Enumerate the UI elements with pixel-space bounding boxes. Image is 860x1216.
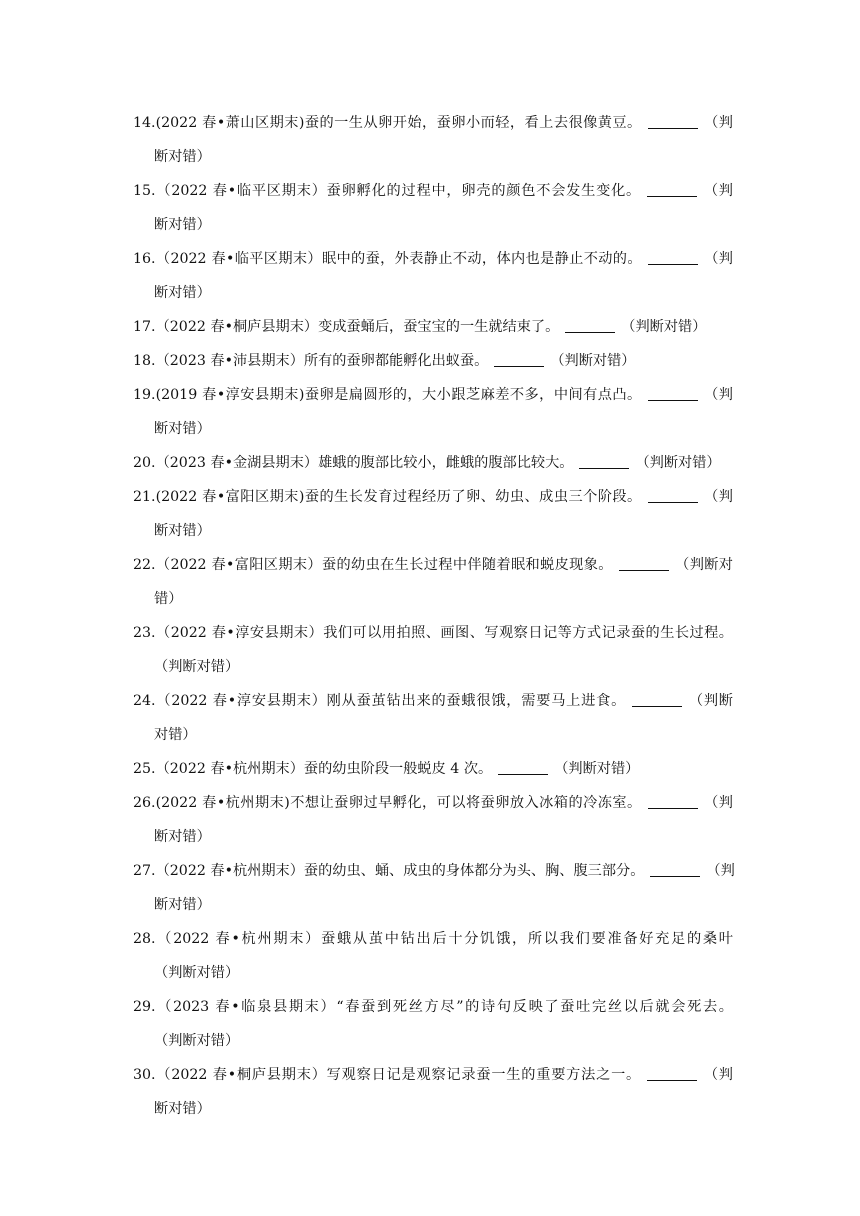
question-number: 25. bbox=[133, 761, 156, 777]
question-source: (2022 春•杭州期末) bbox=[155, 795, 290, 811]
question-instruction: 断对错） bbox=[154, 217, 211, 233]
question-instruction: （判断对错） bbox=[154, 659, 240, 675]
question-number: 19. bbox=[133, 387, 156, 403]
question-text: “春蚕到死丝方尽”的诗句反映了蚕吐完丝以后就会死去。 bbox=[336, 999, 733, 1015]
question-number: 16. bbox=[133, 251, 156, 267]
question-15 bbox=[133, 176, 733, 210]
question-19-continuation bbox=[133, 414, 733, 448]
question-instruction: （判断对错） bbox=[621, 319, 707, 335]
question-17 bbox=[133, 312, 733, 346]
answer-blank[interactable] bbox=[648, 486, 698, 503]
answer-blank[interactable] bbox=[565, 316, 615, 333]
answer-blank[interactable] bbox=[647, 180, 697, 197]
question-number: 26. bbox=[133, 795, 156, 811]
question-19 bbox=[133, 380, 733, 414]
question-30-continuation bbox=[133, 1094, 733, 1128]
question-instruction: 断对错） bbox=[154, 897, 211, 913]
question-instruction: （判 bbox=[703, 251, 733, 267]
question-16-continuation bbox=[133, 278, 733, 312]
question-source: （2022 春•桐庐县期末） bbox=[155, 319, 319, 335]
question-text: 蚕的幼虫、蛹、成虫的身体都分为头、胸、腹三部分。 bbox=[303, 863, 645, 879]
question-text: 雄蛾的腹部比较小，雌蛾的腹部比较大。 bbox=[318, 455, 574, 471]
question-24-continuation bbox=[133, 720, 733, 754]
question-18 bbox=[133, 346, 733, 380]
question-list bbox=[133, 108, 733, 1128]
question-number: 15. bbox=[133, 183, 156, 199]
question-instruction: 断对错） bbox=[154, 149, 211, 165]
question-text: 蚕的生长发育过程经历了卵、幼虫、成虫三个阶段。 bbox=[304, 489, 642, 505]
question-source: （2022 春•临平区期末） bbox=[155, 251, 322, 267]
question-instruction: （判 bbox=[703, 387, 733, 403]
question-source: （2022 春•淳安县期末） bbox=[155, 625, 324, 641]
answer-blank[interactable] bbox=[632, 690, 682, 707]
question-source: （2022 春•杭州期末） bbox=[155, 761, 304, 777]
question-26 bbox=[133, 788, 733, 822]
question-number: 23. bbox=[133, 625, 156, 641]
answer-blank[interactable] bbox=[648, 112, 698, 129]
question-22 bbox=[133, 550, 733, 584]
question-text: 不想让蚕卵过早孵化，可以将蚕卵放入冰箱的冷冻室。 bbox=[289, 795, 642, 811]
question-instruction: （判断对错） bbox=[635, 455, 721, 471]
answer-blank[interactable] bbox=[648, 384, 698, 401]
question-instruction: （判断 bbox=[688, 693, 733, 709]
question-number: 21. bbox=[133, 489, 156, 505]
answer-blank[interactable] bbox=[647, 1064, 697, 1081]
question-source: （2022 春•桐庐县期末） bbox=[155, 1067, 327, 1083]
question-26-continuation bbox=[133, 822, 733, 856]
question-instruction: 断对错） bbox=[154, 829, 211, 845]
question-text: 写观察日记是观察记录蚕一生的重要方法之一。 bbox=[326, 1067, 642, 1083]
question-instruction: 断对错） bbox=[154, 1101, 211, 1117]
question-25 bbox=[133, 754, 733, 788]
question-number: 27. bbox=[133, 863, 156, 879]
question-text: 刚从蚕茧钻出来的蚕蛾很饿，需要马上进食。 bbox=[326, 693, 627, 709]
question-source: （2022 春•杭州期末） bbox=[155, 931, 322, 947]
question-number: 22. bbox=[133, 557, 156, 573]
answer-blank[interactable] bbox=[650, 860, 700, 877]
question-instruction: （判 bbox=[703, 489, 733, 505]
question-instruction: （判 bbox=[703, 795, 733, 811]
question-text: 变成蚕蛹后，蚕宝宝的一生就结束了。 bbox=[318, 319, 560, 335]
answer-blank[interactable] bbox=[648, 792, 698, 809]
question-28-continuation bbox=[133, 958, 733, 992]
question-number: 18. bbox=[133, 353, 156, 369]
question-source: （2022 春•富阳区期末） bbox=[155, 557, 322, 573]
answer-blank[interactable] bbox=[498, 758, 548, 775]
question-instruction: 断对错） bbox=[154, 285, 211, 301]
question-21-continuation bbox=[133, 516, 733, 550]
question-instruction: 对错） bbox=[154, 727, 197, 743]
question-27-continuation bbox=[133, 890, 733, 924]
question-instruction: （判 bbox=[703, 183, 733, 199]
question-instruction: （判断对错） bbox=[154, 965, 240, 981]
question-source: （2023 春•临泉县期末） bbox=[155, 999, 337, 1015]
question-30 bbox=[133, 1060, 733, 1094]
question-source: （2022 春•淳安县期末） bbox=[155, 693, 327, 709]
question-instruction: （判断对错） bbox=[154, 1033, 240, 1049]
question-instruction: 断对错） bbox=[154, 523, 211, 539]
question-text: 所有的蚕卵都能孵化出蚁蚕。 bbox=[303, 353, 489, 369]
question-24 bbox=[133, 686, 733, 720]
question-source: （2023 春•金湖县期末） bbox=[155, 455, 319, 471]
question-number: 17. bbox=[133, 319, 156, 335]
question-text: 眠中的蚕，外表静止不动，体内也是静止不动的。 bbox=[321, 251, 642, 267]
question-text: 蚕卵是扁圆形的，大小跟芝麻差不多，中间有点凸。 bbox=[304, 387, 642, 403]
question-20 bbox=[133, 448, 733, 482]
question-number: 24. bbox=[133, 693, 156, 709]
question-source: （2022 春•杭州期末） bbox=[155, 863, 304, 879]
question-instruction: （判 bbox=[706, 863, 735, 879]
question-29 bbox=[133, 992, 733, 1026]
question-21 bbox=[133, 482, 733, 516]
question-text: 蚕卵孵化的过程中，卵壳的颜色不会发生变化。 bbox=[326, 183, 642, 199]
question-29-continuation bbox=[133, 1026, 733, 1060]
question-15-continuation bbox=[133, 210, 733, 244]
question-number: 30. bbox=[133, 1067, 156, 1083]
question-text: 蚕的幼虫阶段一般蜕皮 4 次。 bbox=[303, 761, 493, 777]
question-text: 蚕的幼虫在生长过程中伴随着眠和蜕皮现象。 bbox=[321, 557, 613, 573]
question-instruction: 断对错） bbox=[154, 421, 211, 437]
question-instruction: （判断对错） bbox=[554, 761, 640, 777]
question-source: （2023 春•沛县期末） bbox=[155, 353, 304, 369]
question-instruction: （判断对错） bbox=[550, 353, 636, 369]
question-instruction: （判断对 bbox=[674, 557, 733, 573]
question-number: 29. bbox=[133, 999, 156, 1015]
question-text: 蚕蛾从茧中钻出后十分饥饿，所以我们要准备好充足的桑叶 bbox=[321, 931, 733, 947]
question-instruction: 错） bbox=[154, 591, 183, 607]
question-number: 28. bbox=[133, 931, 156, 947]
answer-blank[interactable] bbox=[579, 452, 629, 469]
question-27 bbox=[133, 856, 733, 890]
question-number: 14. bbox=[133, 115, 156, 131]
question-28 bbox=[133, 924, 733, 958]
question-text: 我们可以用拍照、画图、写观察日记等方式记录蚕的生长过程。 bbox=[323, 625, 733, 641]
question-source: (2022 春•富阳区期末) bbox=[155, 489, 305, 505]
question-22-continuation bbox=[133, 584, 733, 618]
question-23-continuation bbox=[133, 652, 733, 686]
question-source: （2022 春•临平区期末） bbox=[155, 183, 327, 199]
question-14-continuation bbox=[133, 142, 733, 176]
answer-blank[interactable] bbox=[494, 350, 544, 367]
question-23 bbox=[133, 618, 733, 652]
answer-blank[interactable] bbox=[619, 554, 669, 571]
question-text: 蚕的一生从卵开始，蚕卵小而轻，看上去很像黄豆。 bbox=[304, 115, 642, 131]
question-source: (2022 春•萧山区期末) bbox=[155, 115, 305, 131]
answer-blank[interactable] bbox=[648, 248, 698, 265]
question-14 bbox=[133, 108, 733, 142]
question-number: 20. bbox=[133, 455, 156, 471]
question-source: (2019 春•淳安县期末) bbox=[155, 387, 305, 403]
question-16 bbox=[133, 244, 733, 278]
question-instruction: （判 bbox=[703, 115, 733, 131]
question-instruction: （判 bbox=[703, 1067, 733, 1083]
